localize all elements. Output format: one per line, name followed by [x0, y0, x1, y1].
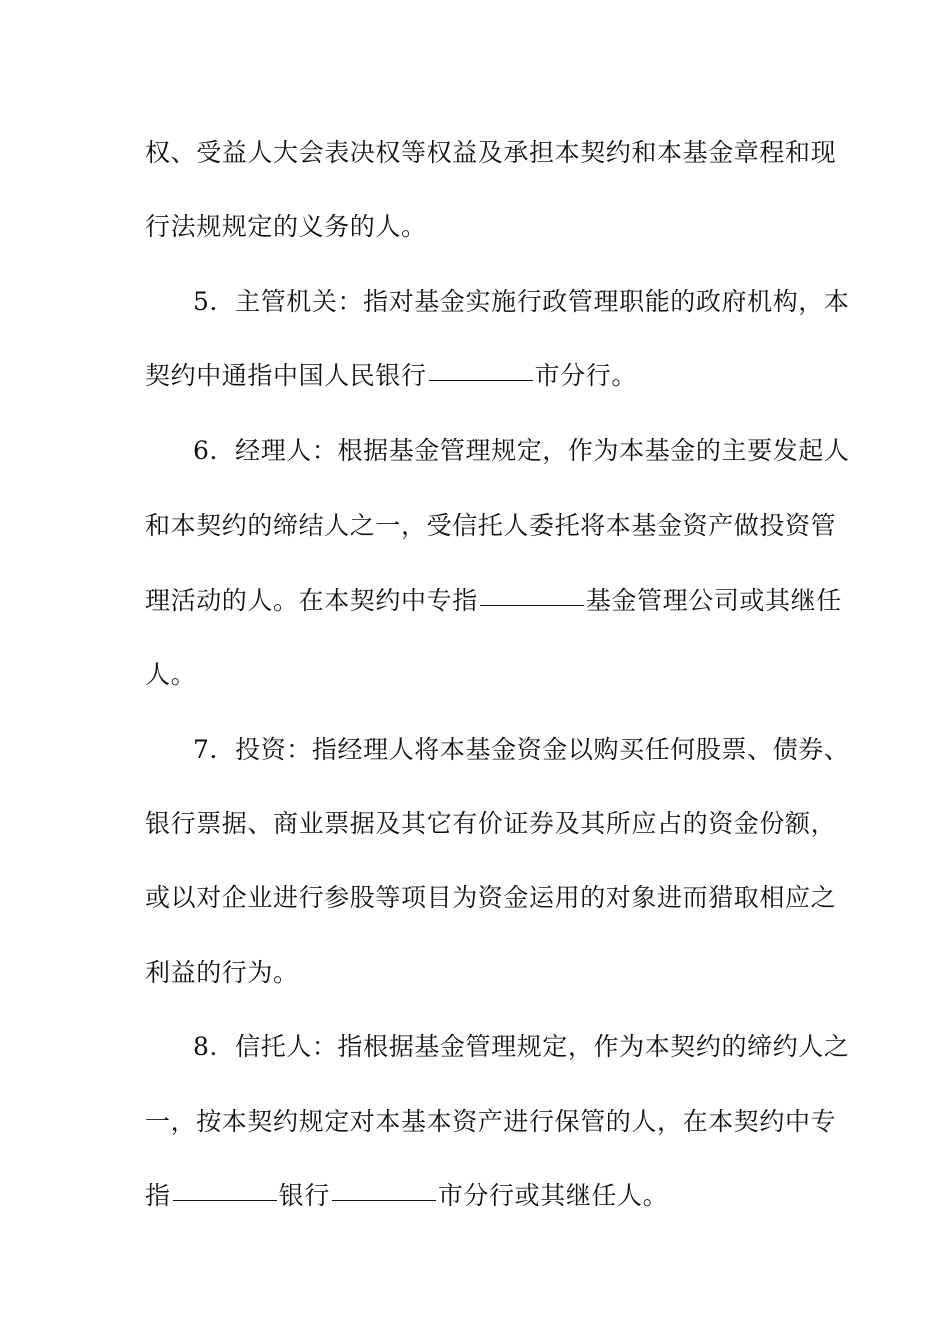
text-line: 权、受益人大会表决权等权益及承担本契约和本基金章程和现: [145, 138, 837, 167]
text-line: 或以对企业进行参股等项目为资金运用的对象进而猎取相应之: [145, 883, 837, 912]
text-line: 行法规规定的义务的人。: [145, 212, 427, 241]
text-line: [145, 581, 842, 621]
clause-8-heading-line: 8．信托人：指根据基金管理规定，作为本契约的缔约人之: [193, 1032, 850, 1061]
text-segment: 市分行或其继任人。: [437, 1181, 669, 1210]
text-line: 人。: [145, 660, 197, 689]
text-line: [145, 356, 815, 396]
text-line: 银行票据、商业票据及其它有价证券及其所应占的资金份额，: [145, 809, 837, 838]
text-line: 一，按本契约规定对本基本资产进行保管的人，在本契约中专: [145, 1107, 837, 1136]
text-segment: 契约中通指中国人民银行: [145, 361, 427, 390]
text-segment: 银行: [278, 1181, 330, 1210]
text-line: [145, 1176, 815, 1216]
text-line: 和本契约的缔结人之一，受信托人委托将本基金资产做投资管: [145, 511, 837, 540]
text-segment: 理活动的人。在本契约中专指: [145, 586, 478, 615]
fill-in-blank: [480, 604, 584, 606]
text-segment: 基金管理公司或其继任: [585, 586, 842, 615]
text-line: 利益的行为。: [145, 958, 299, 987]
clause-7-heading-line: 7．投资：指经理人将本基金资金以购买任何股票、债券、: [193, 735, 850, 764]
text-segment: 市分行。: [534, 361, 638, 390]
fill-in-blank: [173, 1199, 277, 1201]
text-segment: 指: [145, 1181, 171, 1210]
fill-in-blank: [429, 379, 533, 381]
fill-in-blank: [332, 1199, 436, 1201]
clause-5-heading-line: 5．主管机关：指对基金实施行政管理职能的政府机构，本: [193, 287, 850, 316]
clause-6-heading-line: 6．经理人：根据基金管理规定，作为本基金的主要发起人: [193, 436, 850, 465]
